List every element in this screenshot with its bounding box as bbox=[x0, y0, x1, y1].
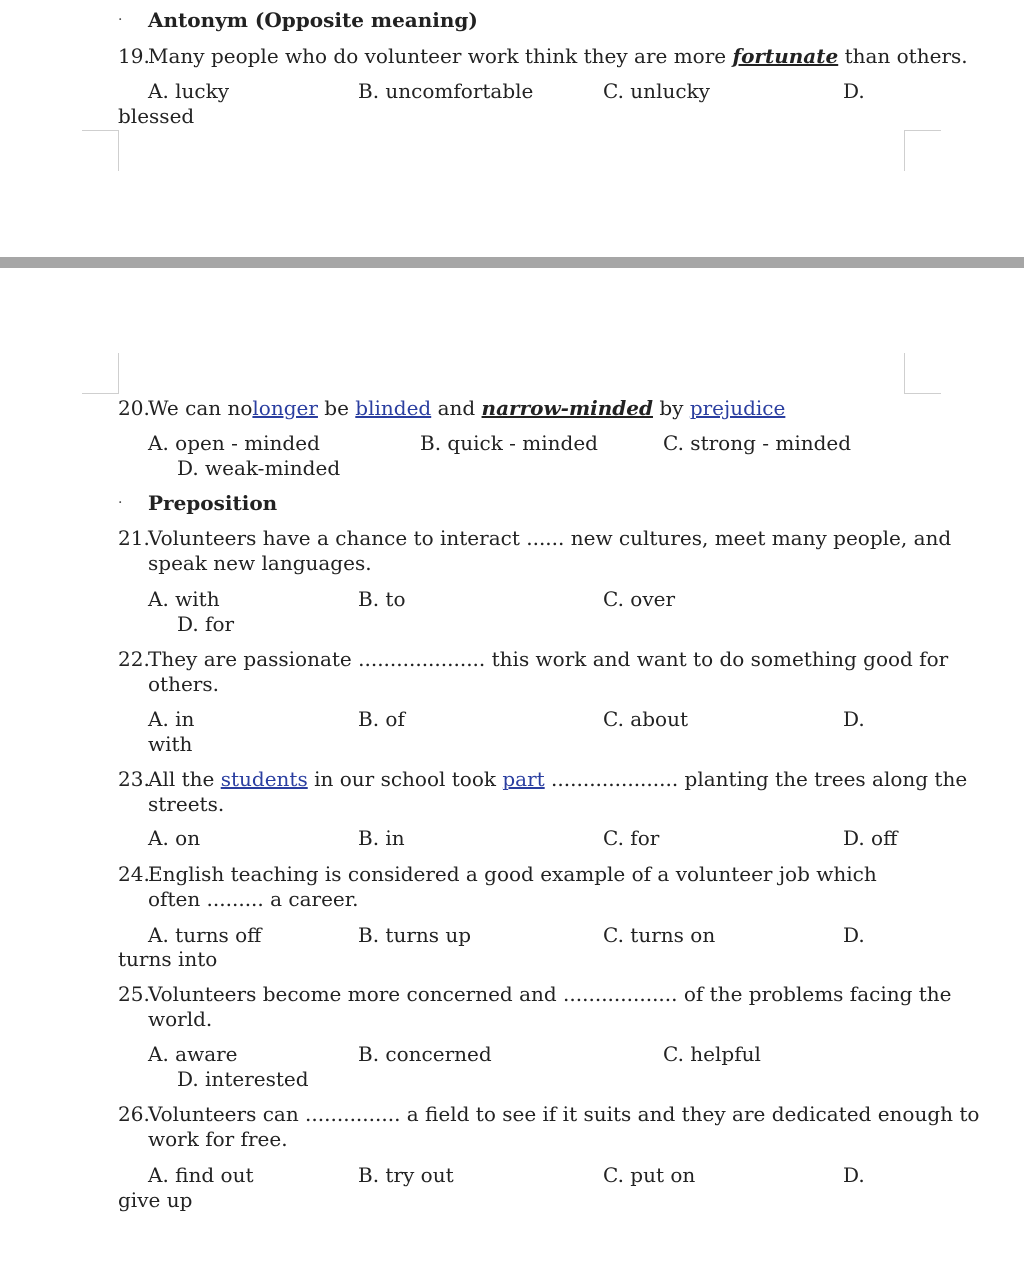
bullet-icon: · bbox=[118, 495, 123, 511]
section-heading-antonym: Antonym (Opposite meaning) bbox=[148, 8, 478, 32]
question-19-text bbox=[148, 44, 968, 68]
q19-option-a[interactable]: A. lucky bbox=[148, 79, 230, 103]
q24-option-c[interactable]: C. turns on bbox=[603, 923, 716, 947]
page-break-bar bbox=[0, 257, 1024, 268]
q22-option-d-value[interactable]: with bbox=[148, 732, 193, 756]
q19-option-d-value[interactable]: blessed bbox=[118, 104, 195, 128]
question-23-text bbox=[148, 767, 967, 791]
question-20-text bbox=[148, 396, 785, 420]
question-number: 23. bbox=[118, 767, 150, 791]
q25-text-line1: Volunteers become more concerned and .................. of the problems facing the bbox=[148, 982, 952, 1006]
q21-option-b[interactable]: B. to bbox=[358, 587, 406, 611]
page-corner-top-right bbox=[904, 353, 941, 394]
q23-word: .................... planting the trees along the bbox=[551, 767, 968, 791]
q24-text-line2: often ......... a career. bbox=[148, 887, 359, 911]
q26-text-line1: Volunteers can ............... a field to see if it suits and they are dedicated enough to bbox=[148, 1102, 980, 1126]
q23-link-part[interactable]: part bbox=[502, 767, 545, 791]
q19-option-c[interactable]: C. unlucky bbox=[603, 79, 710, 103]
q20-option-b[interactable]: B. quick - minded bbox=[420, 431, 598, 455]
q23-word: in our school took bbox=[314, 767, 496, 791]
q23-option-c[interactable]: C. for bbox=[603, 826, 660, 850]
q19-text-before: Many people who do volunteer work think they are more bbox=[148, 44, 727, 68]
q23-option-d[interactable]: D. off bbox=[843, 826, 898, 850]
q22-text-line2: others. bbox=[148, 672, 219, 696]
question-number: 21. bbox=[118, 526, 150, 550]
q24-option-d-value[interactable]: turns into bbox=[118, 947, 218, 971]
q23-text-line2: streets. bbox=[148, 792, 225, 816]
q20-word: be bbox=[324, 396, 349, 420]
q20-word: and bbox=[437, 396, 476, 420]
q26-option-d-value[interactable]: give up bbox=[118, 1188, 193, 1212]
q22-option-c[interactable]: C. about bbox=[603, 707, 688, 731]
q20-option-d[interactable]: D. weak-minded bbox=[177, 456, 341, 480]
question-number: 19. bbox=[118, 44, 150, 68]
q25-option-b[interactable]: B. concerned bbox=[358, 1042, 492, 1066]
q23-word: All the bbox=[148, 767, 215, 791]
q21-option-d[interactable]: D. for bbox=[177, 612, 235, 636]
q22-option-d-label[interactable]: D. bbox=[843, 707, 865, 731]
q24-option-b[interactable]: B. turns up bbox=[358, 923, 472, 947]
q22-option-a[interactable]: A. in bbox=[148, 707, 195, 731]
q23-option-b[interactable]: B. in bbox=[358, 826, 405, 850]
q23-link-students[interactable]: students bbox=[220, 767, 308, 791]
q26-option-d-label[interactable]: D. bbox=[843, 1163, 865, 1187]
q24-option-a[interactable]: A. turns off bbox=[148, 923, 262, 947]
q26-option-b[interactable]: B. try out bbox=[358, 1163, 454, 1187]
page-corner-bottom-right bbox=[904, 130, 941, 171]
q20-option-a[interactable]: A. open - minded bbox=[148, 431, 320, 455]
q21-text-line2: speak new languages. bbox=[148, 551, 372, 575]
section-heading-preposition: Preposition bbox=[148, 491, 278, 515]
q21-option-a[interactable]: A. with bbox=[148, 587, 220, 611]
question-number: 25. bbox=[118, 982, 150, 1006]
q24-option-d-label[interactable]: D. bbox=[843, 923, 865, 947]
q19-option-b[interactable]: B. uncomfortable bbox=[358, 79, 534, 103]
q20-keyword: narrow-minded bbox=[481, 396, 653, 420]
bullet-icon: · bbox=[118, 12, 123, 28]
q22-text-line1: They are passionate .................... this work and want to do something good for bbox=[148, 647, 949, 671]
question-number: 22. bbox=[118, 647, 150, 671]
q19-option-d-label[interactable]: D. bbox=[843, 79, 865, 103]
q20-option-c[interactable]: C. strong - minded bbox=[663, 431, 852, 455]
q21-option-c[interactable]: C. over bbox=[603, 587, 676, 611]
q19-keyword: fortunate bbox=[732, 44, 839, 68]
q26-option-c[interactable]: C. put on bbox=[603, 1163, 696, 1187]
q20-link-blinded[interactable]: blinded bbox=[355, 396, 432, 420]
q23-option-a[interactable]: A. on bbox=[148, 826, 201, 850]
q26-option-a[interactable]: A. find out bbox=[148, 1163, 254, 1187]
q22-option-b[interactable]: B. of bbox=[358, 707, 405, 731]
q25-option-c[interactable]: C. helpful bbox=[663, 1042, 761, 1066]
q21-text-line1: Volunteers have a chance to interact ...... new cultures, meet many people, and bbox=[148, 526, 952, 550]
q19-text-after: than others. bbox=[844, 44, 968, 68]
question-number: 26. bbox=[118, 1102, 150, 1126]
q24-text-line1: English teaching is considered a good example of a volunteer job which bbox=[148, 862, 877, 886]
question-number: 24. bbox=[118, 862, 150, 886]
page-corner-bottom-left bbox=[82, 130, 119, 171]
q25-option-d[interactable]: D. interested bbox=[177, 1067, 309, 1091]
q20-link-prejudice[interactable]: prejudice bbox=[689, 396, 786, 420]
question-number: 20. bbox=[118, 396, 150, 420]
q20-word: by bbox=[659, 396, 684, 420]
q20-word: We can no bbox=[148, 396, 253, 420]
q26-text-line2: work for free. bbox=[148, 1127, 288, 1151]
q25-text-line2: world. bbox=[148, 1007, 213, 1031]
page-corner-top-left bbox=[82, 353, 119, 394]
q20-link-longer[interactable]: longer bbox=[252, 396, 318, 420]
q25-option-a[interactable]: A. aware bbox=[148, 1042, 238, 1066]
